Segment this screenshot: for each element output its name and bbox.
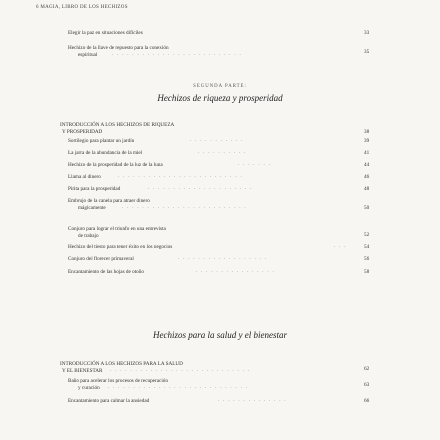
page-number: 52 [364, 232, 370, 238]
page-number: 56 [364, 256, 370, 262]
entry-title: La jarra de la abundancia de la miel [68, 150, 143, 156]
entry-title-line2: mágicamente [78, 205, 106, 211]
page-number: 38 [364, 129, 370, 135]
entry-title: Hechizo de la prosperidad de la luz de la luna [68, 162, 163, 168]
page-number: 33 [364, 30, 370, 36]
dot-leader: . . . . . . . . . . . [190, 138, 244, 143]
entry-title: Hechizo de la llave de repuesto para la conexión [68, 45, 169, 51]
dot-leader: . . . . . . . [238, 162, 272, 167]
toc-entry [68, 398, 333, 404]
page-number: 63 [364, 382, 370, 388]
page-number: 44 [364, 162, 370, 168]
toc-entry [68, 162, 333, 168]
entry-title: Conjuro para lograr el triunfo en una entrevista [68, 226, 166, 232]
entry-title: Hechizo del tiesto para tener éxito en los negocios [68, 244, 173, 250]
entry-title: Conjuro del florecer primaveral [68, 256, 134, 262]
entry-title: Pirita para la prosperidad [68, 186, 121, 192]
page-number: 39 [364, 138, 370, 144]
entry-title: Encantamiento de las hojas de otoño [68, 269, 144, 275]
dot-leader: . . . . . . . . . . . . . . . . . . . . . . . . . [122, 205, 247, 210]
entry-title: Encantamiento para calmar la ansiedad [68, 398, 150, 404]
section-intro-line: INTRODUCCIÓN A LOS HECHIZOS DE RIQUEZA [60, 122, 175, 128]
entry-title: Sortilegio para plantar un jardín [68, 138, 135, 144]
page-number: 46 [364, 174, 370, 180]
dot-leader: . . . . . . . . . . . . . . . . . . . . . [148, 186, 253, 191]
entry-title: Elegir la paz en situaciones difíciles [68, 30, 143, 36]
page-number: 41 [364, 150, 370, 156]
page-number: 48 [364, 186, 370, 192]
dot-leader: . . . . . . . . . . [198, 150, 247, 155]
running-header: 6 MAGIA, LIBRO DE LOS HECHIZOS [36, 5, 128, 10]
toc-entry-continuation [78, 233, 343, 239]
page-number: 35 [364, 49, 370, 55]
part-title: Hechizos de riqueza y prosperidad [157, 93, 283, 103]
section-intro-line: INTRODUCCIÓN A LOS HECHIZOS PARA LA SALUD [60, 361, 183, 367]
entry-title: Embrujo de la canela para atraer dinero [68, 198, 150, 204]
entry-title: Llama al dinero [68, 174, 101, 180]
entry-title-line2: de trabajo [78, 233, 99, 239]
toc-entry [68, 244, 333, 250]
part-title: Hechizos para la salud y el bienestar [153, 330, 287, 340]
section-intro-line: Y PROSPERIDAD [62, 129, 103, 135]
dot-leader: . . . . . . . . . . . . . . . . . . . . . . . . . . . . [110, 368, 251, 373]
entry-title-line2: espiritual [78, 52, 98, 58]
dot-leader: . . . . . . . . . . . . . . . . . . [178, 256, 268, 261]
entry-title: Baño para acelerar los procesos de recuperación [68, 378, 168, 384]
part-label: SEGUNDA PARTE: [193, 84, 247, 89]
toc-entry [68, 378, 333, 384]
dot-leader: . . . . . . . . . . . . . . . . . . . . . . . . . . [112, 52, 243, 57]
dot-leader: . . . . . . . . . . . . . . [218, 398, 287, 403]
toc-entry [68, 198, 333, 204]
page-number: 50 [364, 205, 370, 211]
toc-entry [68, 226, 333, 232]
dot-leader: . . . . . . . . . . . . . . . . . . . . . . . . . [118, 174, 243, 179]
dot-leader: . . . . . . . . . . . . . . . . [196, 269, 276, 274]
dot-leader: . . . . . . . . . . . . . . . . . . . . . . . . . . . . [108, 385, 249, 390]
entry-title-line2: y curación [78, 385, 100, 391]
page-number: 62 [364, 366, 370, 372]
page-number: 66 [364, 398, 370, 404]
toc-entry [68, 30, 333, 36]
section-intro-line: Y EL BIENESTAR [62, 368, 103, 374]
dot-leader: . . . [334, 244, 347, 249]
toc-entry [68, 45, 333, 51]
page-number: 54 [364, 244, 370, 250]
page-number: 58 [364, 269, 370, 275]
